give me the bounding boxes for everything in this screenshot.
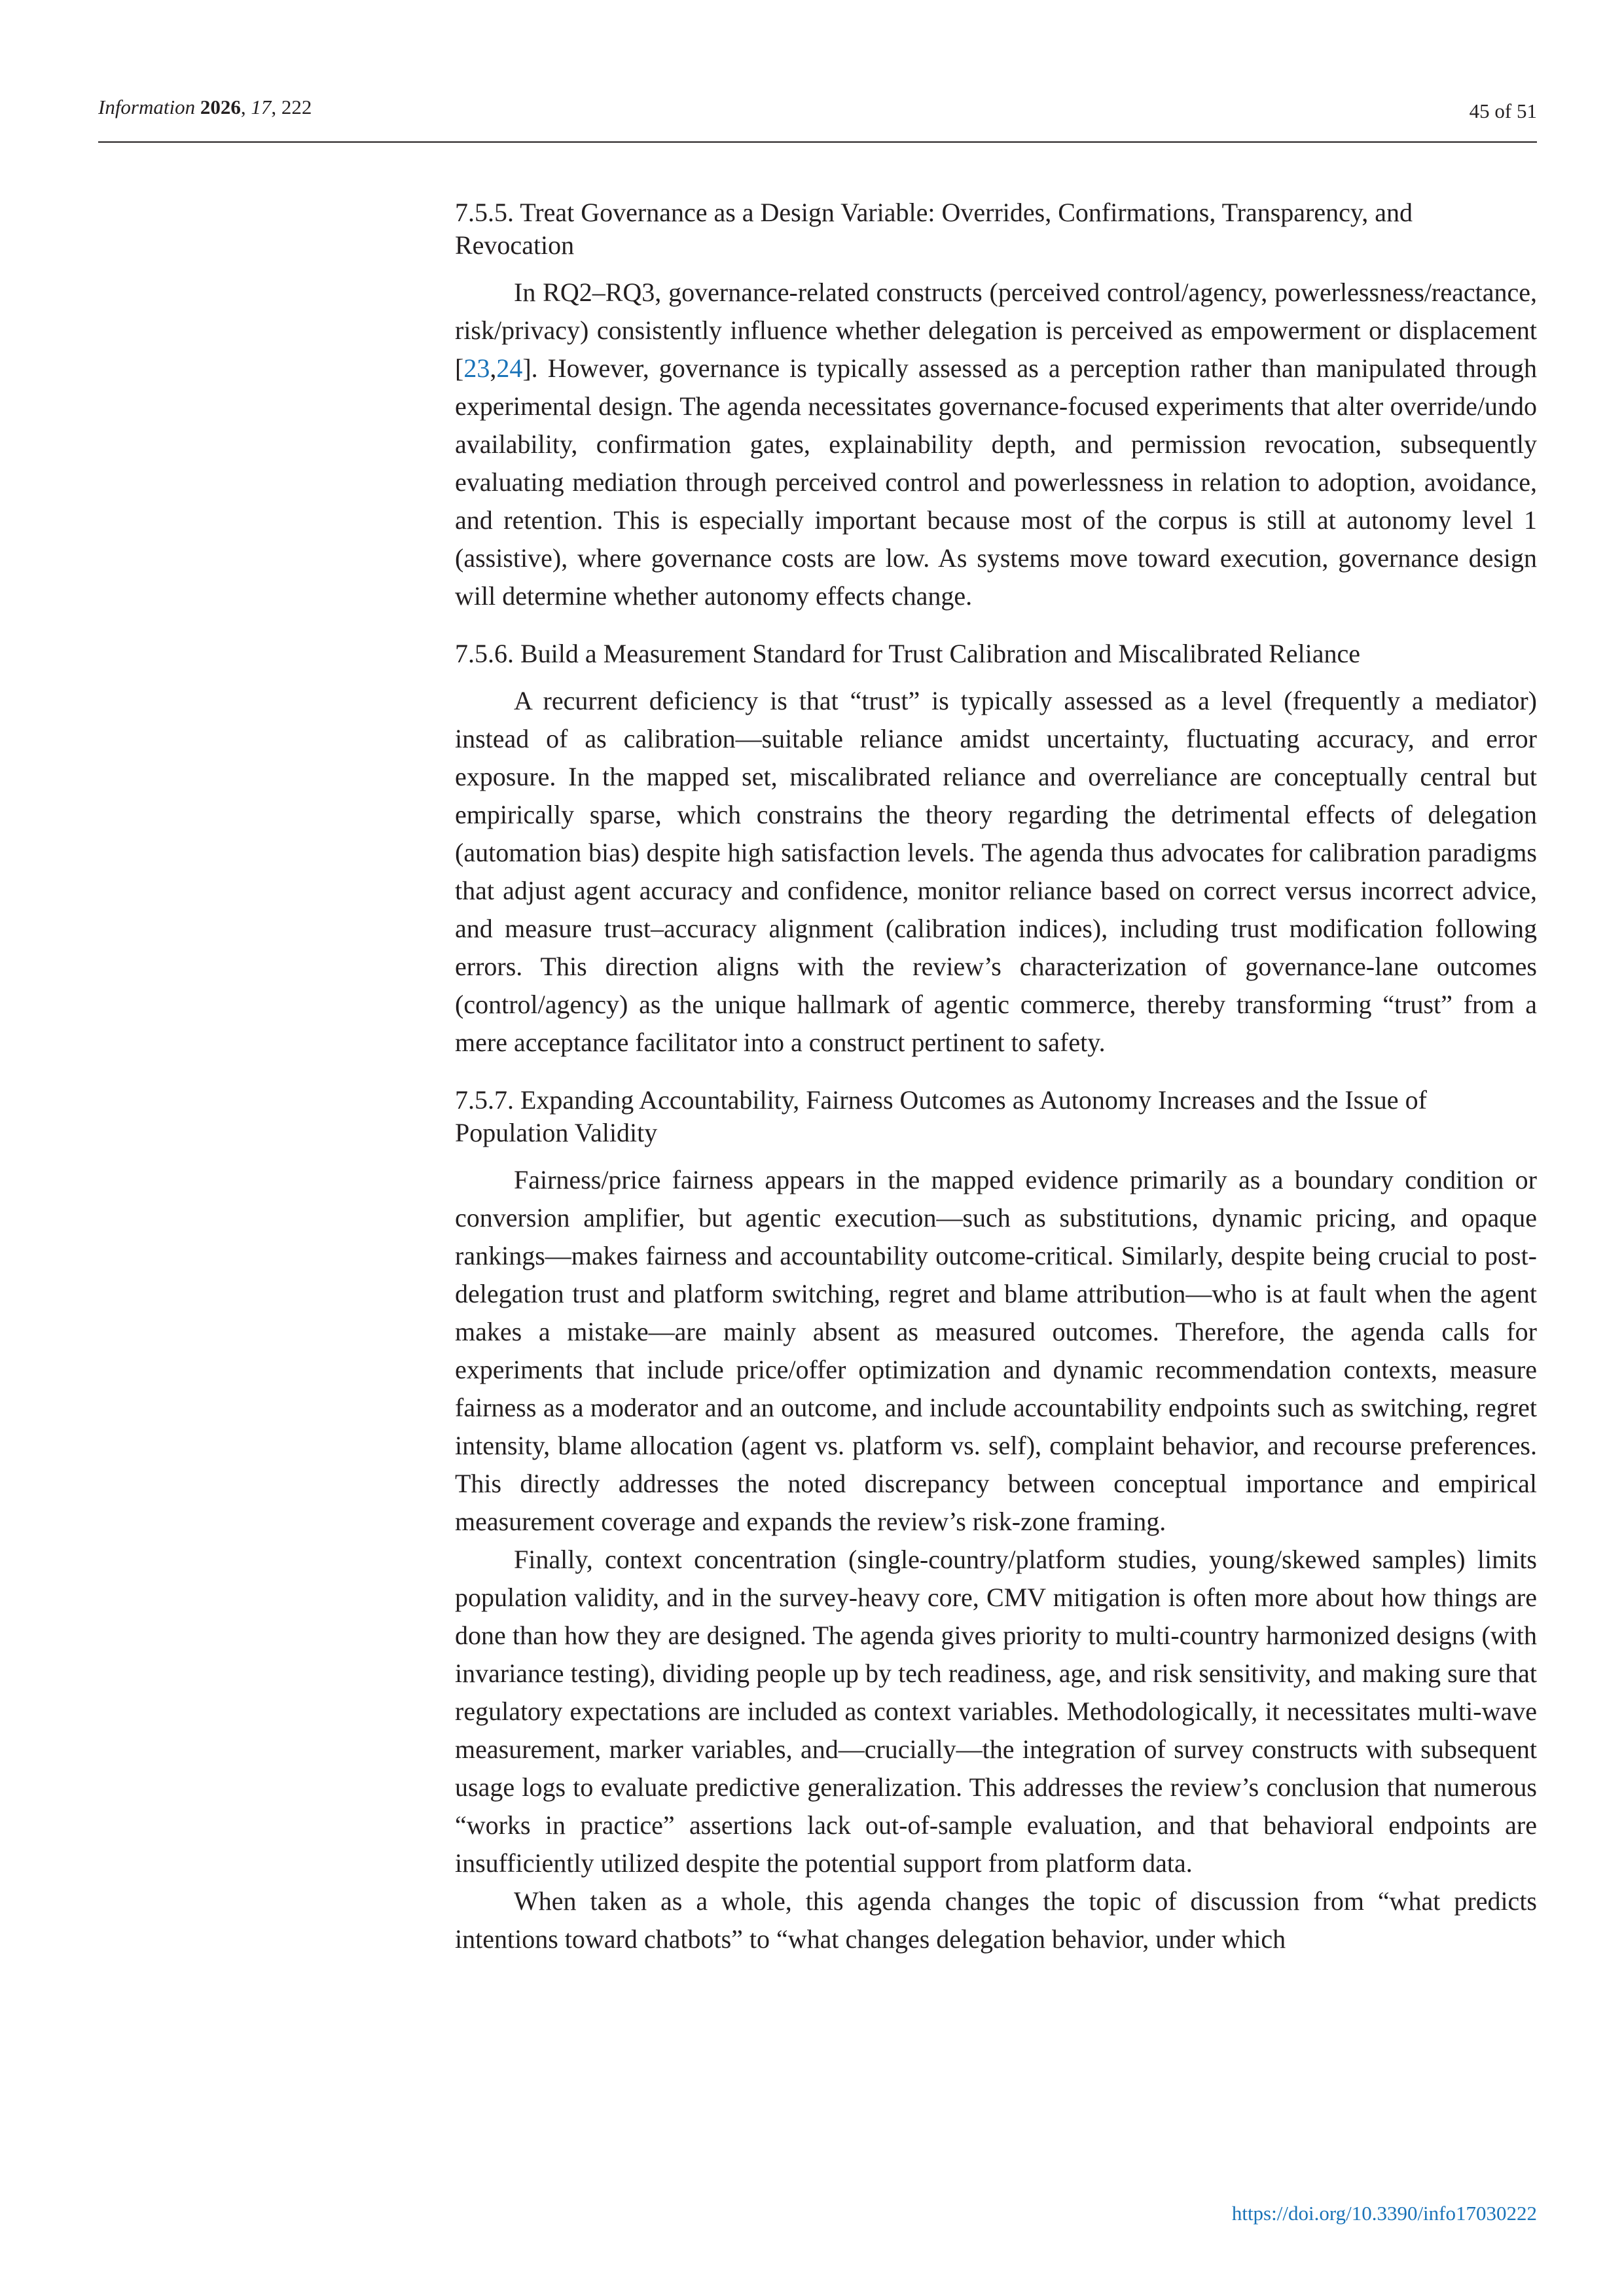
- paragraph: Fairness/price fairness appears in the mapped evidence primarily as a boundary condition or conversion amplifier, but agentic execution—such as substitutions, dynamic pricing, and opaque rankings—makes fairness and accountability outcome-critical. Similarly, despite being crucial to post-delegation trust and platform switching, regret and blame attribution—who is at fault when the agent makes a mistake—are mainly absent as measured outcomes. Therefore, the agenda calls for experiments that include price/offer optimization and dynamic recommendation contexts, measure fairness as a moderator and an outcome, and include accountability endpoints such as switching, regret intensity, blame allocation (agent vs. platform vs. self), complaint behavior, and recourse preferences. This directly addresses the noted discrepancy between conceptual importance and empirical measurement coverage and expands the review’s risk-zone framing.: [455, 1165, 1537, 1536]
- header-rule: [98, 141, 1537, 143]
- paragraph: Finally, context concentration (single-country/platform studies, young/skewed samples) limits population validity, and in the survey-heavy core, CMV mitigation is often more about how things are done than how they are designed. The agenda gives priority to multi-country harmonized designs (with invariance testing), dividing people up by tech readiness, age, and risk sensitivity, and making sure that regulatory expectations are included as context variables. Methodologically, it necessitates multi-wave measurement, marker variables, and—crucially—the integration of survey constructs with subsequent usage logs to evaluate predictive generalization. This addresses the review’s conclusion that numerous “works in practice” assertions lack out-of-sample evaluation, and that behavioral endpoints are insufficiently utilized despite the potential support from platform data.: [455, 1545, 1537, 1878]
- section-heading-7-5-6: 7.5.6. Build a Measurement Standard for Trust Calibration and Miscalibrated Reliance: [455, 639, 1361, 668]
- journal-volume: 17: [251, 96, 272, 118]
- citation-link[interactable]: 24: [496, 353, 523, 383]
- paragraph: A recurrent deficiency is that “trust” is typically assessed as a level (frequently a mediator) instead of as calibration—suitable reliance amidst uncertainty, fluctuating accuracy, and error exposure. In the mapped set, miscalibrated reliance and overreliance are conceptually central but empirically sparse, which constrains the theory regarding the detrimental effects of delegation (automation bias) despite high satisfaction levels. The agenda thus advocates for calibration paradigms that adjust agent accuracy and confidence, monitor reliance based on correct versus incorrect advice, and measure trust–accuracy alignment (calibration indices), including trust modification following errors. This direction aligns with the review’s characterization of governance-lane outcomes (control/agency) as the unique hallmark of agentic commerce, thereby transforming “trust” from a mere acceptance facilitator into a construct pertinent to safety.: [455, 686, 1537, 1057]
- page-number: 45 of 51: [1469, 99, 1537, 122]
- journal-year: 2026: [200, 96, 241, 118]
- paragraph: [455, 274, 1537, 615]
- section-heading-7-5-5: 7.5.5. Treat Governance as a Design Variable: Overrides, Confirmations, Transparency, and Revocation: [455, 198, 1413, 260]
- page-header: [98, 96, 1537, 135]
- paragraph: When taken as a whole, this agenda changes the topic of discussion from “what predicts intentions toward chatbots” to “what changes delegation behavior, under which: [455, 1886, 1537, 1954]
- article-number: 222: [281, 96, 312, 118]
- citation-separator: ,: [490, 353, 497, 383]
- paragraph-text: In RQ2–RQ3, governance-related constructs (perceived control/agency, powerlessness/reactance, risk/privacy) consistently influence whether delegation is perceived as empowerment or displacement [: [455, 278, 1537, 383]
- section-heading-7-5-7: 7.5.7. Expanding Accountability, Fairness Outcomes as Autonomy Increases and the Issue of Population Validity: [455, 1085, 1427, 1147]
- journal-citation: Information 2026, 17, 222: [98, 96, 312, 118]
- doi-link[interactable]: https://doi.org/10.3390/info17030222: [1231, 2202, 1537, 2225]
- journal-name: Information: [98, 96, 196, 118]
- main-content: [455, 196, 1537, 1958]
- paragraph-text: ]. However, governance is typically assessed as a perception rather than manipulated through experimental design. The agenda necessitates governance-focused experiments that alter override/undo availability, confirmation gates, explainability depth, and permission revocation, subsequently evaluating mediation through perceived control and powerlessness in relation to adoption, avoidance, and retention. This is especially important because most of the corpus is still at autonomy level 1 (assistive), where governance costs are low. As systems move toward execution, governance design will determine whether autonomy effects change.: [455, 353, 1537, 611]
- citation-link[interactable]: 23: [463, 353, 490, 383]
